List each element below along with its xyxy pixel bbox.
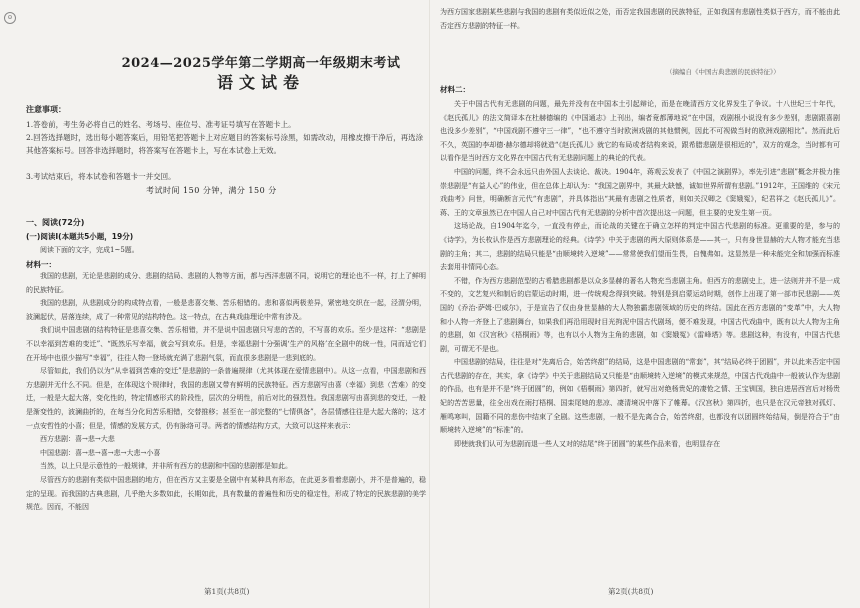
material-one-body bbox=[26, 270, 426, 515]
page-footer: 第2页(共8页) bbox=[608, 587, 654, 596]
paragraph: 关于中国古代有无悲剧的问题，最先并没有在中国本土引起辩论，而是在晚清西方文化界发生了争议。十八世纪三十年代，《赵氏孤儿》的法文简译本在杜赫德编的《中国通志》上刊出，编者竟都薄地说“在中国，戏剧根小说没有多少差别，悲剧跟喜剧也没多少差别”，“中国戏剧不遵守三一律”，“也不遵守当时欧洲戏剧的其他惯例，因此不可视做当时的欧洲戏剧相比”。然而此后不久，英国的李却德·赫尔德却将就造“《赵氏孤儿》就它的布局或者结构来说，跟希腊悲剧是很相近的”，双方的观念，当时都有可以看作是当时西方文化界在中国古代有无悲剧问题上的典论的代表。 bbox=[440, 100, 840, 163]
continued-paragraph bbox=[440, 6, 840, 33]
paragraph: 尽管如此，我们仍以为“从幸福到苦难的变迁”是悲剧的一条普遍规律（尤其体现在爱情悲剧中）。从这一点看，中国悲剧和西方悲剧并无什么不同。但是，在体现这个规律时，我国的悲剧又带有鲜明的民族特征。西方悲剧写由喜（幸福）到悲（苦难）的变迁，一般是大起大落，变化性的，特定情感形式的阶段性，层次的分明性，前后对比的强烈性。我国悲剧写由喜到悲的变迁，一般是渐变性的，波澜曲折的，在每当分化间苦乐相错，交替推移；甚至在一部完整的“七情俱备”，各层情感往往是大起大落的；这才一点安哲性的小喜；但是，情感的发展方式，仍有脉络可寻。两者的情感结构方式，大致可以这样来表示： bbox=[26, 367, 426, 430]
paragraph: 这场论战，自1904年迄今，一直没有停止，而论战的关键在于确立怎样的判定中国古代悲剧的标准。更重要的是，参与的《诗学》，为长枚认作是西方悲剧理论的经典。《诗学》中关于悲剧的两大原则体系是——其一，只有身世显赫的大人物才能充当悲剧的主角；其二，悲剧的结局只能是“由顺境转入逆境”——常常使我们望而生畏，自愧弗如。这显然是一种未能完全和加强而标准去套用非情同心态。 bbox=[440, 222, 840, 272]
exam-time: 考试时间 150 分钟，满分 150 分 bbox=[146, 186, 277, 195]
paragraph: 当然，以上只是示意性的一般规律，并非所有西方的悲剧和中国的悲剧都是如此。 bbox=[40, 462, 292, 471]
paragraph: 我们说中国悲剧的结构特征是悲喜交集、苦乐相错，并不是说中国悲剧只写悲的苦的，不写喜的欢乐。至少是这样：“悲剧是不以幸福到苦难的变迁”、“既然乐写幸福，就会写到欢乐。但是，幸福悲剧十分强调‘生产的风格’在全剧中的统一性，同而适它们在开场中也很少描写“幸福”，往往人物一登场就充满了悲剧气氛，而直很多悲剧是一悲到底的。 bbox=[26, 326, 426, 362]
page-footer: 第1页(共8页) bbox=[204, 587, 250, 596]
notice-item-2: 2.回答选择题时，选出每小题答案后，用铅笔把答题卡上对应题目的答案标号涂黑，如需改动，用橡皮擦干净后，再选涂其他答案标号。回答非选择题时，将答案写在答题卡上，写在本试卷上无效。 bbox=[26, 133, 424, 155]
section-heading: 一、阅读(72分) bbox=[26, 218, 85, 227]
material-two-label: 材料二： bbox=[440, 85, 470, 94]
paragraph: 中国悲剧的结局，往往是对“先离后合，始苦终甜”的结局，这是中国悲剧的“常套”，其“结局必终于团圆”，并以此来否定中国古代悲剧的存在，其实，拿《诗学》中关于悲剧结局又只能是“由顺境转入逆境”的模式来规范，中国古代戏曲中一般被认作为悲剧的作品，也有是并不是“终于团圆”的，例如《梧桐雨》第四折，就写出对绝杨贵妃的凄怆之情、王宝钏国，独自进居西宫后对杨贵妃的苦苦思量，往全出戏在雨打梧桐、国栾尾她的悲凉、凄清境况中落下了帷幕。《汉宫秋》第四折，也只是在汉元帝独对孤灯、雁鸣寒叫，国籍不同的悲伤中结束了全剧。这些悲剧，一般不是先离合合，始苦终甜，也都没有以团圆终始结局，倒是符合于“由顺境转入逆境”的“标准”的。 bbox=[440, 358, 840, 435]
formula-line: 中国悲剧：喜→悲→喜→悲→大悲→小喜 bbox=[40, 448, 161, 457]
paragraph: 尽管西方的悲剧有类似中国悲剧的地方，但在西方又主要是全剧中有某种具有形态，在此更多看着悲剧小，并不是普遍的，稳定的呈现。而我国的古典悲剧，几乎绝大多数如此，长期如此，具有数量的普遍性和历史的稳定性，形成了特定的民族悲剧的美学规范。因而，不能因 bbox=[26, 475, 426, 512]
material-one-label: 材料一： bbox=[26, 260, 56, 269]
paragraph: 我国的悲剧，无论是悲剧的成分、悲剧的结局、悲剧的人物等方面，都与西洋悲剧不同，说明它的理论也不一样，打上了鲜明的民族特征。 bbox=[26, 272, 426, 294]
instruction: 阅读下面的文字，完成1~5题。 bbox=[40, 246, 139, 254]
material-two-body bbox=[440, 98, 840, 451]
paragraph: 中国的问题，终不会永远只由外国人去谈论、裁决。1904年，蒋观云发表了《中国之演剧界》，率先引进“悲剧”概念并极力推崇悲剧是“有益人心”的伟业，但在总体上却认为：“我国之剧界中，其最大缺憾，诚如世界所谓有悲剧。”1912年，王国维的《宋元戏曲考》问世，明确断言元代“有悲剧”，并具体指出“其最有悲剧之性质者，则如关汉卿之《窦娥冤》，纪君祥之《赵氏孤儿》”。蒋、王的文章虽然已在中国人自己对中国古代有无悲剧的分析中首次提出这一问题，但主要的史发生第一页。 bbox=[440, 167, 840, 217]
notice-heading: 注意事项： bbox=[26, 105, 66, 114]
notice-item-3: 3.考试结束后，将本试卷和答题卡一并交回。 bbox=[26, 172, 176, 181]
exam-title: 2024—2025学年第二学期高一年级期末考试 bbox=[121, 56, 401, 71]
paragraph: 不错，作为西方悲剧范型的古希腊悲剧都是以众多显赫的著名人物充当悲剧主角。但西方的悲剧史上，进一法则并并不是一成不变的，文艺复兴和制后的启蒙运动时期，进一传统观念得到突破。特别是到启蒙运动时期，创作上出现了第一部市民悲剧——英国的《乔治·萨姆·巴威尔》，于是宣告了仅由身世显赫的大人物独霸悲剧领域的历史的终结。国此在西方悲剧的“变革”中，大人物和小人物一齐登上了悲剧舞台，如果我们再沿用现时目光拘泥中国古代剧场，便不难发现，中国古代戏曲中，既有以大人物为主角的悲剧，如《汉宫秋》《梧桐雨》等，也有以小人物为主角的悲剧，如《窦娥冤》《雷峰塔》等。悲剧这种，有没有，中国古代悲剧，可谓无不是也。 bbox=[440, 276, 840, 353]
page-mark-icon: ⊙ bbox=[4, 12, 16, 24]
citation: （摘编自《中国古典悲剧的民族特征》） bbox=[666, 68, 780, 76]
paragraph: 我国的悲剧，从悲剧成分的构成特点看，一般是悲喜交集、苦乐相错的。悲和喜似两极差异，紧密地交织在一起，泾渭分明，波澜起伏，居落连续，成了一种常见的结构特色。这一特点，在古典戏曲理论中常有涉及。 bbox=[26, 299, 426, 321]
subsection-heading: (一)阅读Ⅰ(本题共5小题，19分) bbox=[26, 232, 134, 241]
notice-item-1: 1.答卷前，考生务必将自己的姓名、考场号、座位号、准考证号填写在答题卡上。 bbox=[26, 120, 296, 129]
formula-line: 西方悲剧：喜→悲→大悲 bbox=[40, 435, 115, 444]
page-divider bbox=[429, 0, 430, 608]
paragraph: 即使就我们认可为悲剧而退一些人又对的结尾“终于团圆”的某些作品来看，也明显存在 bbox=[454, 439, 721, 448]
paragraph: 为西方国家悲剧某些悲剧与我国的悲剧有类似近似之处，而否定我国悲剧的民族特征，正如我国有悲剧性类似于西方，而不能由此否定西方悲剧的特征一样。 bbox=[440, 8, 840, 30]
subject-title: 语文试卷 bbox=[216, 73, 305, 92]
